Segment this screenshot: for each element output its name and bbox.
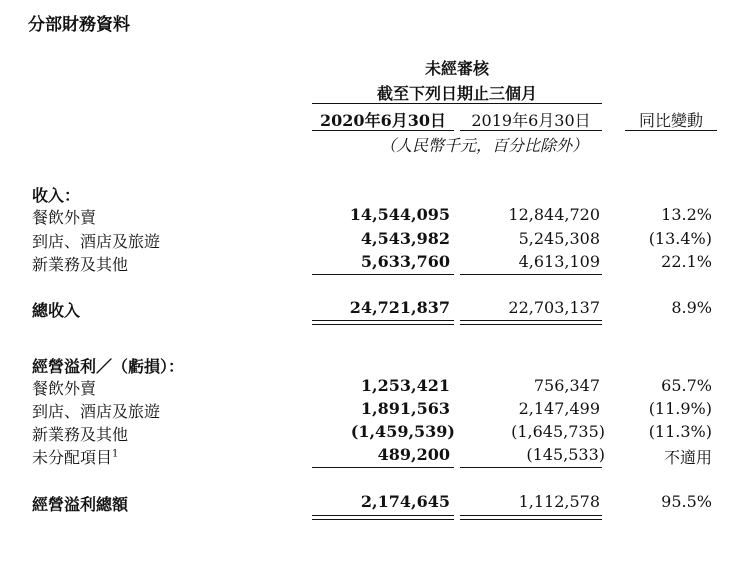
row-label-text: 未分配項目 (32, 448, 113, 467)
total-label: 總收入 (32, 301, 81, 320)
subtotal-rule (460, 467, 602, 468)
total-double-rule (460, 515, 602, 516)
value-change: 22.1% (661, 252, 712, 271)
value-change: (13.4%) (648, 229, 712, 248)
value-2020: (1,459,539) (350, 422, 455, 441)
column-header-2019: 2019年6月30日 (471, 111, 591, 130)
total-2020: 2,174,645 (360, 492, 450, 511)
value-change: (11.3%) (648, 422, 712, 441)
value-change: 65.7% (661, 376, 712, 395)
total-change: 8.9% (671, 298, 712, 317)
col2-header-underline (460, 130, 602, 131)
subtotal-rule (460, 274, 602, 275)
subtotal-rule (312, 274, 454, 275)
subtotal-rule (312, 467, 454, 468)
total-change: 95.5% (661, 492, 712, 511)
row-label: 新業務及其他 (32, 255, 129, 274)
total-2019: 22,703,137 (508, 298, 600, 317)
total-double-rule (460, 320, 602, 321)
total-label: 經營溢利總額 (32, 495, 129, 514)
row-label: 到店、酒店及旅遊 (32, 232, 161, 251)
value-2020: 4,543,982 (360, 229, 450, 248)
row-label (32, 445, 118, 468)
value-2020: 5,633,760 (360, 252, 450, 271)
value-2020: 1,253,421 (360, 376, 450, 395)
total-2019: 1,112,578 (518, 492, 600, 511)
value-2020: 1,891,563 (360, 399, 450, 418)
value-2019: 5,245,308 (518, 229, 600, 248)
value-change: 不適用 (663, 448, 712, 467)
row-label: 餐飲外賣 (32, 208, 97, 227)
col3-header-underline (625, 130, 717, 131)
value-2019: 756,347 (533, 376, 600, 395)
row-label: 到店、酒店及旅遊 (32, 402, 161, 421)
total-double-rule (312, 519, 454, 520)
section-title: 分部財務資料 (28, 15, 130, 35)
header-period: 截至下列日期止三個月 (376, 84, 537, 103)
value-change: (11.9%) (648, 399, 712, 418)
total-double-rule (312, 320, 454, 321)
value-2020: 489,200 (377, 445, 450, 464)
col1-header-underline (312, 130, 454, 131)
value-2019: (1,645,735) (511, 422, 605, 441)
header-rule (312, 103, 602, 104)
op-heading: 經營溢利／（虧損）： (32, 357, 185, 376)
value-change: 13.2% (661, 205, 712, 224)
total-double-rule (312, 324, 454, 325)
value-2019: 2,147,499 (518, 399, 600, 418)
unit-note: （人民幣千元，百分比除外） (380, 136, 589, 155)
total-double-rule (460, 519, 602, 520)
total-2020: 24,721,837 (349, 298, 450, 317)
value-2020: 14,544,095 (349, 205, 450, 224)
column-header-change: 同比變動 (638, 111, 703, 130)
revenue-heading: 收入： (32, 186, 81, 205)
footnote-marker: 1 (112, 448, 119, 460)
row-label: 餐飲外賣 (32, 379, 97, 398)
value-2019: 4,613,109 (518, 252, 600, 271)
row-label: 新業務及其他 (32, 425, 129, 444)
value-2019: (145,533) (526, 445, 605, 464)
value-2019: 12,844,720 (508, 205, 600, 224)
total-double-rule (312, 515, 454, 516)
total-double-rule (460, 324, 602, 325)
column-header-2020: 2020年6月30日 (320, 111, 446, 130)
header-unaudited: 未經審核 (424, 59, 489, 78)
